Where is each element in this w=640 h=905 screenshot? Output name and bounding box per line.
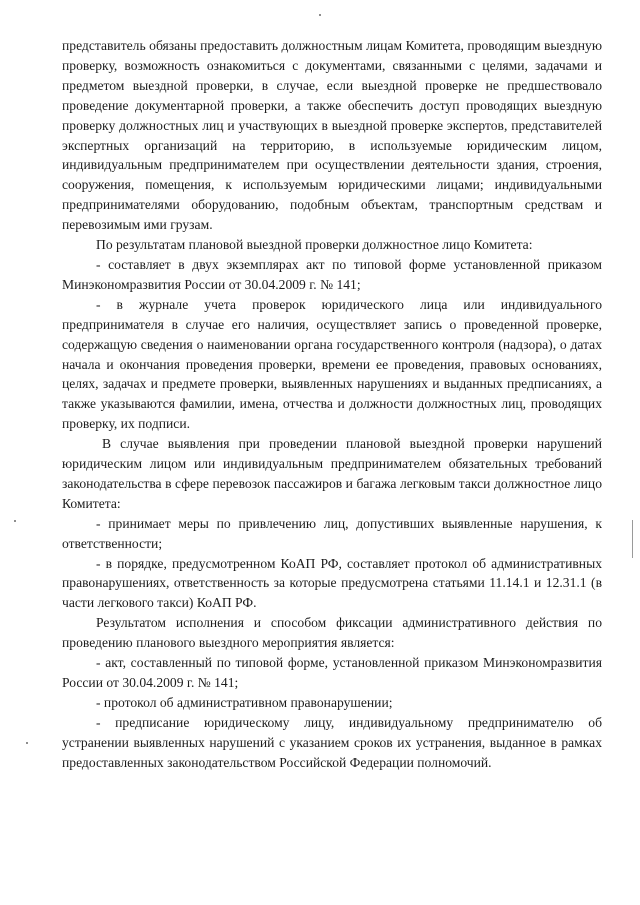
scan-speck-left-lower <box>26 742 28 744</box>
paragraph-violations-intro: В случае выявления при проведении плановой выездной проверки нарушений юридическим лицом или индивидуальным предпринимателем обязательных требований законодательства в сфере перевозок пассажиров и багажа легковым такси должностное лицо Комитета: <box>62 436 602 511</box>
paragraph-result-fixation: Результатом исполнения и способом фиксации административного действия по проведению планового выездного мероприятия является: <box>62 615 602 651</box>
paragraph-results-intro: По результатам плановой выездной проверки должностное лицо Комитета: <box>96 237 533 253</box>
scan-speck-left-middle <box>14 520 16 522</box>
scan-speck-top <box>319 14 321 16</box>
list-item-result-act: - акт, составленный по типовой форме, установленной приказом Минэкономразвития России от 30.04.2009 г. № 141; <box>62 655 602 690</box>
document-body <box>62 36 602 773</box>
list-item-protocol: - в порядке, предусмотренном КоАП РФ, составляет протокол об административных правонарушениях, ответственность за которые предусмотрена статьями 11.14.1 и 12.31.1 (в части легкового такси) КоАП РФ. <box>62 555 602 611</box>
paragraph-inspection-access: представитель обязаны предоставить должностным лицам Комитета, проводящим выездную проверку, возможность ознакомиться с документами, связанными с целями, задачами и предметом выездной проверки, в случае, если выездной проверке не предшествовало проведение документарной проверки, а также обеспечить доступ проводящих выездную проверку должностных лиц и участвующих в выездной проверке экспертов, представителей экспертных организаций на территорию, в используемые юридическим лицом, индивидуальным предпринимателем при осуществлении деятельности здания, строения, сооружения, помещения, к используемым юридическими лицами; индивидуальными предпринимателями оборудованию, подобным объектам, транспортным средствам и перевозимым ими грузам. <box>62 38 602 233</box>
list-item-measures: - принимает меры по привлечению лиц, допустивших выявленные нарушения, к ответственности; <box>62 515 602 551</box>
list-item-result-protocol: - протокол об административном правонарушении; <box>96 694 393 710</box>
list-item-journal: - в журнале учета проверок юридического лица или индивидуального предпринимателя в случае его наличия, осуществляет запись о проведенной проверке, содержащую сведения о наименовании органа государственного контроля (надзора), о датах начала и окончания проведения проверки, времени ее проведения, правовых основаниях, целях, задачах и предмете проверки, выявленных нарушениях и выданных предписаниях, а также указываются фамилии, имена, отчества и должности должностных лиц, проводящих проверку, их подписи. <box>62 296 602 432</box>
scan-edge-mark <box>632 520 633 558</box>
list-item-result-prescription: - предписание юридическому лицу, индивидуальному предпринимателю об устранении выявленных нарушений с указанием сроков их устранения, выданное в рамках предоставленных законодательством Российской Федерации полномочий. <box>62 714 602 770</box>
list-item-act: - составляет в двух экземплярах акт по типовой форме установленной приказом Минэкономразвития России от 30.04.2009 г. № 141; <box>62 256 602 292</box>
